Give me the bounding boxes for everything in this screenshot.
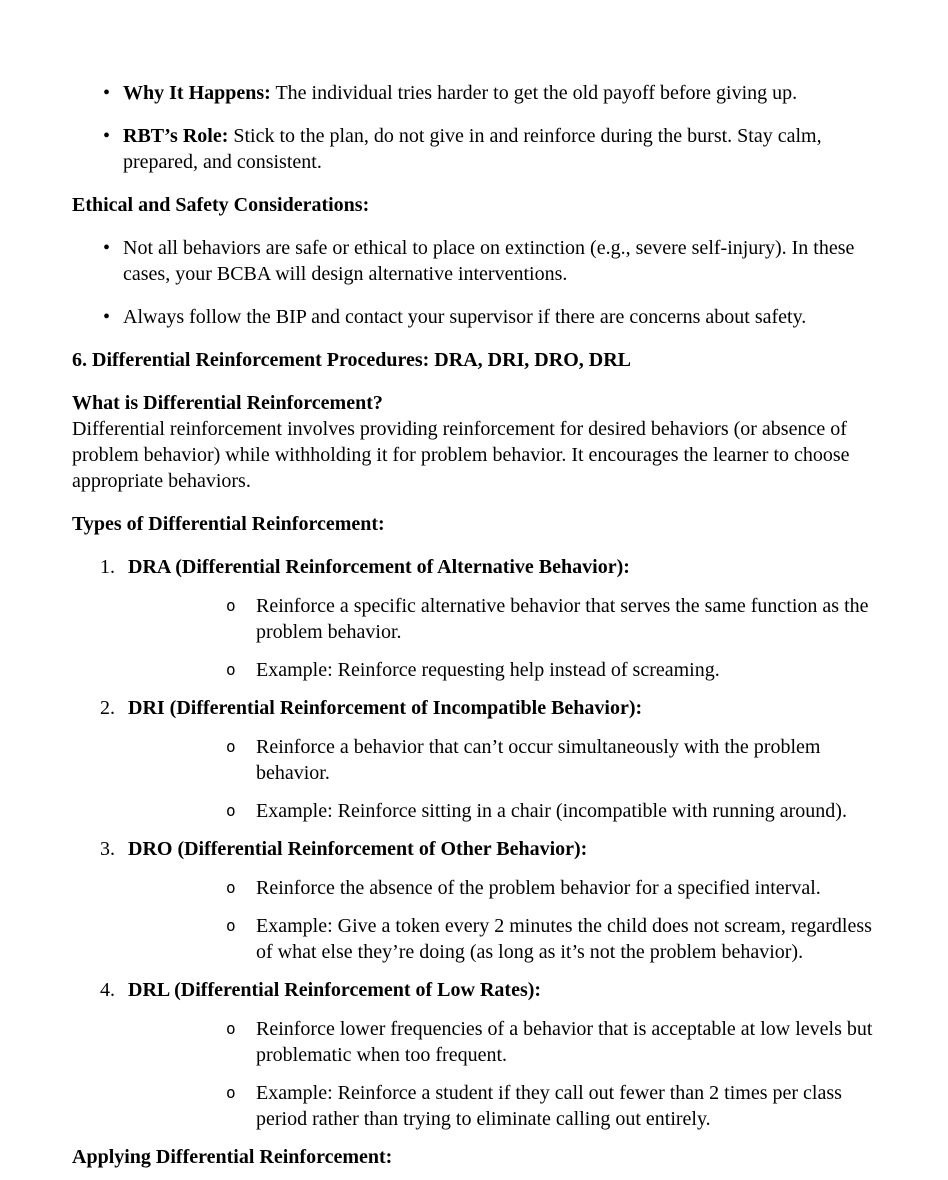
item-text: Types of Differential Reinforcement: [72,513,385,535]
item-text: Always follow the BIP and contact your supervisor if there are concerns about safety. [123,306,807,328]
item-text: Differential reinforcement involves providing reinforcement for desired behaviors (or absence of problem behavior) while withholding it for problem behavior. It encourages the learner to choose appropriate behaviors. [72,418,850,492]
item-text: 6. Differential Reinforcement Procedures: DRA, DRI, DRO, DRL [72,349,631,371]
bullet-item [72,80,884,106]
item-text: The individual tries harder to get the old payoff before giving up. [270,82,798,104]
sub-bullet-item [72,1016,884,1068]
sub-bullet-item [72,734,884,786]
circle-bullet-icon: o [226,916,236,935]
sub-bullet-item [72,657,884,683]
circle-bullet-icon: o [226,1019,236,1038]
bullet-item [72,304,884,330]
item-text: Example: Reinforce sitting in a chair (incompatible with running around). [256,800,847,822]
item-text: Example: Reinforce requesting help instead of screaming. [256,659,720,681]
item-text: Applying Differential Reinforcement: [72,1146,393,1168]
bullet-icon: • [103,237,111,259]
circle-bullet-icon: o [226,1083,236,1102]
circle-bullet-icon: o [226,878,236,897]
item-text: Stick to the plan, do not give in and reinforce during the burst. Stay calm, prepared, and consistent. [123,125,822,173]
section-heading [72,347,884,373]
body-paragraph [72,416,884,494]
item-text: Reinforce the absence of the problem behavior for a specified interval. [256,877,821,899]
numbered-item [72,695,884,721]
sub-bullet-item [72,913,884,965]
bullet-icon: • [103,306,111,328]
circle-bullet-icon: o [226,737,236,756]
sub-bullet-item [72,1080,884,1132]
bullet-item [72,123,884,175]
item-text: DRA (Differential Reinforcement of Alternative Behavior): [128,556,630,578]
item-text: Ethical and Safety Considerations: [72,194,370,216]
bullet-item [72,235,884,287]
bullet-icon: • [103,82,111,104]
item-text: Not all behaviors are safe or ethical to place on extinction (e.g., severe self-injury). In these cases, your BCBA will design alternative interventions. [123,237,855,285]
item-text: Example: Give a token every 2 minutes the child does not scream, regardless of what else they’re doing (as long as it’s not the problem behavior). [256,915,872,963]
item-number: 2. [100,697,115,719]
item-text: Reinforce a behavior that can’t occur simultaneously with the problem behavior. [256,736,821,784]
bold-lead: Why It Happens: [123,82,271,104]
section-heading [72,1144,884,1170]
section-heading [72,511,884,537]
bullet-icon: • [103,125,111,147]
bold-lead: RBT’s Role: [123,125,229,147]
section-heading [72,390,884,416]
circle-bullet-icon: o [226,660,236,679]
item-text: What is Differential Reinforcement? [72,392,383,414]
item-text: DRO (Differential Reinforcement of Other Behavior): [128,838,588,860]
item-number: 1. [100,556,115,578]
circle-bullet-icon: o [226,596,236,615]
item-text: Reinforce a specific alternative behavior that serves the same function as the problem behavior. [256,595,869,643]
numbered-item [72,554,884,580]
item-number: 4. [100,979,115,1001]
sub-bullet-item [72,798,884,824]
circle-bullet-icon: o [226,801,236,820]
numbered-item [72,836,884,862]
item-text: DRI (Differential Reinforcement of Incompatible Behavior): [128,697,643,719]
item-number: 3. [100,838,115,860]
item-text: Example: Reinforce a student if they call out fewer than 2 times per class period rather than trying to eliminate calling out entirely. [256,1082,842,1130]
sub-bullet-item [72,593,884,645]
numbered-item [72,977,884,1003]
sub-bullet-item [72,875,884,901]
section-heading [72,192,884,218]
item-text: DRL (Differential Reinforcement of Low Rates): [128,979,542,1001]
item-text: Reinforce lower frequencies of a behavior that is acceptable at low levels but problematic when too frequent. [256,1018,873,1066]
